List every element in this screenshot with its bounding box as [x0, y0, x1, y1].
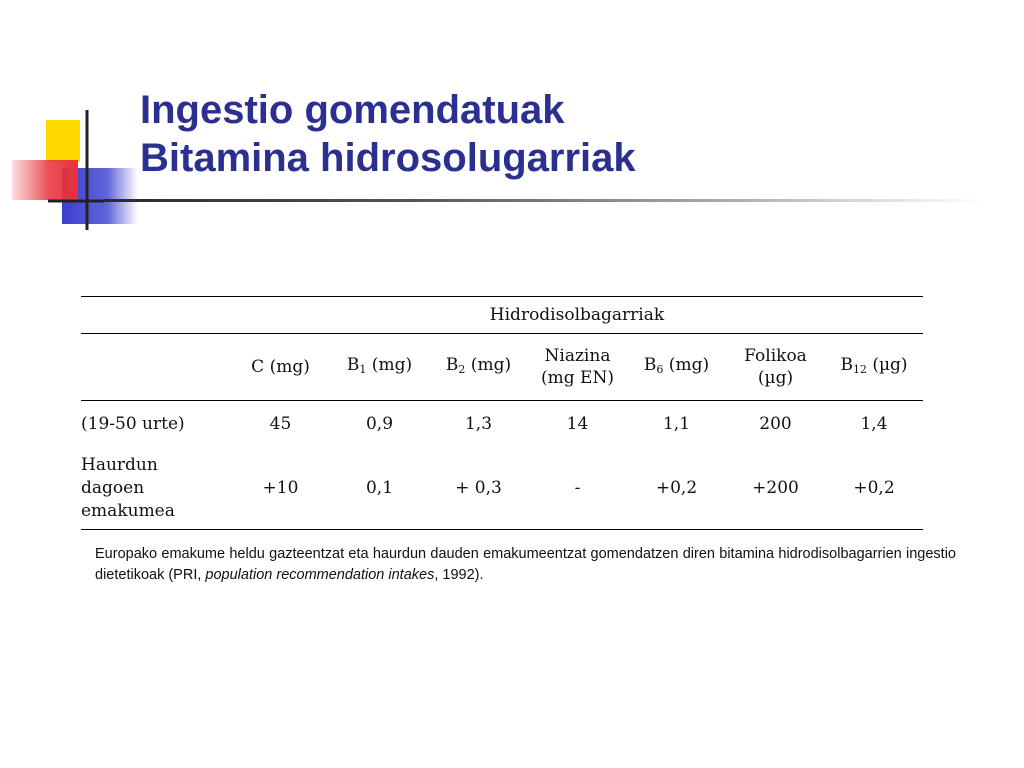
group-header: Hidrodisolbagarriak	[231, 297, 923, 334]
title-underline	[104, 199, 984, 202]
table-cell: +10	[231, 447, 330, 530]
red-square	[12, 160, 78, 200]
table-cell: 14	[566, 414, 589, 434]
col-header-folikoa: Folikoa (µg)	[726, 334, 825, 401]
col-header-niazina: Niazina (mg EN)	[528, 334, 627, 401]
table-cell: 1,1	[662, 414, 691, 434]
table-cell: 0,1	[330, 447, 429, 530]
vitamin-intake-table	[81, 296, 923, 530]
slide-title	[140, 86, 636, 182]
col-header-b1: $B_1$ (mg)	[330, 334, 429, 401]
row-label: (19-50 urte)	[81, 413, 185, 434]
table-cell: +0,2	[825, 447, 923, 530]
title-line-1: Ingestio gomendatuak	[140, 88, 565, 132]
table-cell: 0,9	[365, 414, 394, 434]
table-cell: 1,3	[464, 414, 493, 434]
table-column-header-row	[81, 334, 923, 401]
table-group-header-row	[81, 297, 923, 334]
col-header-b6: $B_6$ (mg)	[627, 334, 726, 401]
table-cell: +200	[726, 447, 825, 530]
table-cell: -	[528, 447, 627, 530]
table-row	[81, 401, 923, 448]
row-label: Haurdun dagoen emakumea	[81, 447, 231, 530]
table-cell: 200	[759, 414, 792, 434]
col-header-b12: $B_{12}$ (µg)	[825, 334, 923, 401]
yellow-square	[46, 120, 80, 162]
decorative-squares-graphic	[0, 0, 140, 240]
table-cell: 45	[269, 414, 292, 434]
table-cell: + 0,3	[429, 447, 528, 530]
table-row	[81, 447, 923, 530]
col-header-b2: $B_2$ (mg)	[429, 334, 528, 401]
col-header-c: C (mg)	[231, 334, 330, 401]
table-caption: Europako emakume heldu gazteentzat eta haurdun dauden emakumeentzat gomendatzen diren bitamina hidrodisolbagarrien ingestio dietetikoak (PRI, population recommendation intakes, 1992).	[95, 546, 956, 583]
table-cell: +0,2	[627, 447, 726, 530]
title-line-2: Bitamina hidrosolugarriak	[140, 136, 636, 180]
table-cell: 1,4	[860, 414, 888, 434]
